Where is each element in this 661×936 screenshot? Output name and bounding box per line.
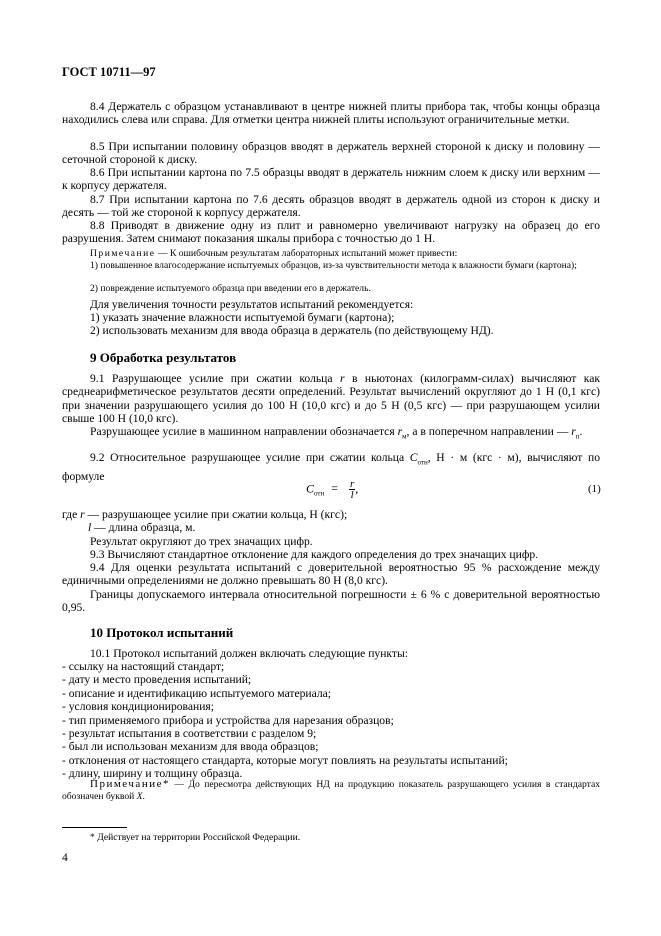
paragraph-9-1 xyxy=(62,372,600,425)
p9-1-text-b: в ньютонах (килограмм-силах) вычисляют как среднеарифметическое результатов десяти определений. Результат вычислений округляют до 1 Н (0,1 кгс) при значении разрушающего усилия до 100 Н (10,0 кгс) и до 5 Н (0,5 кгс) — при разрушающем усилии свыше 100 Н (10,0 кгс). xyxy=(62,372,600,425)
accuracy-item-1: 1) указать значение влажности испытуемой бумаги (картона); xyxy=(90,311,395,324)
note-2-label: Примечание* xyxy=(90,778,170,790)
footnote: * Действует на территории Российской Федерации. xyxy=(90,832,301,843)
dir-symbol-2: r xyxy=(571,425,576,438)
where-text-a: где xyxy=(62,508,81,521)
p9-2-symbol: C xyxy=(409,451,418,464)
p9-2-text-b: , Н · м (кгс · м), вычисляют по формуле xyxy=(62,451,600,483)
note-2-symbol: X xyxy=(136,790,143,802)
list-item: - результат испытания в соответствии с разделом 9; xyxy=(62,727,317,741)
list-item: - описание и идентификацию испытуемого материала; xyxy=(62,686,332,700)
paragraph-8-5: 8.5 При испытании половину образцов вводят в держатель верхней стороной к диску и половину — сеточной стороной к диску. xyxy=(62,140,600,167)
paragraph-8-6: 8.6 При испытании картона по 7.5 образцы вводят в держатель нижним слоем к диску или верхним — к корпусу держателя. xyxy=(62,166,600,193)
paragraph-9-1-direction xyxy=(62,425,600,444)
rounding-note: Результат округляют до трех значащих цифр. xyxy=(90,535,313,548)
where-line-2 xyxy=(62,521,600,534)
where-symbol-2: l xyxy=(88,521,92,534)
paragraph-8-7: 8.7 При испытании картона по 7.6 десять образцов вводят в держатель одной из сторон к диску и десять — той же стороной к корпусу держателя. xyxy=(62,193,600,220)
paragraph-9-4-bounds: Границы допускаемого интервала относительной погрешности ± 6 % с доверительной вероятностью 0,95. xyxy=(62,588,600,615)
note-1-label: Примечание xyxy=(90,248,156,259)
protocol-list xyxy=(62,660,602,781)
p9-1-symbol: r xyxy=(339,372,345,385)
formula-denominator: l xyxy=(350,489,354,501)
list-item: - длину, ширину и толщину образца. xyxy=(62,767,243,781)
accuracy-intro: Для увеличения точности результатов испытаний рекомендуется: xyxy=(90,298,414,311)
page-number: 4 xyxy=(62,851,68,864)
p9-2-text-a: 9.2 Относительное разрушающее усилие при сжатии кольца xyxy=(90,451,410,464)
list-item: - ссылку на настоящий стандарт; xyxy=(62,660,225,673)
dir-text-a: Разрушающее усилие в машинном направлении обозначается xyxy=(90,425,398,438)
p9-2-sub: отн xyxy=(417,458,428,467)
formula-lhs: C xyxy=(306,481,315,496)
formula-1 xyxy=(306,479,358,500)
accuracy-item-2: 2) использовать механизм для ввода образца в держатель (по действующему НД). xyxy=(90,324,494,337)
paragraph-8-8: 8.8 Приводят в движение одну из плит и равномерно увеличивают нагрузку на образец до его разрушения. Затем снимают показания шкалы прибора с точностью до 1 Н. xyxy=(62,219,600,246)
note-1-text: — К ошибочным результатам лабораторных испытаний может привести: xyxy=(155,248,458,259)
note-1-item-2: 2) повреждение испытуемого образца при введении его в держатель. xyxy=(90,283,371,294)
formula-numerator: r xyxy=(350,478,355,490)
section-9-title: 9 Обработка результатов xyxy=(90,350,237,365)
dir-sub-1: м xyxy=(402,432,407,441)
where-text-b: — разрушающее усилие при сжатии кольца, Н (кгс); xyxy=(84,508,348,521)
dir-symbol-1: r xyxy=(397,425,403,438)
list-item: - дату и место проведения испытаний; xyxy=(62,673,252,687)
paragraph-9-4: 9.4 Для оценки результата испытаний с доверительной вероятностью 95 % расхождение между единичными определениями не должно превышать 80 Н (8,0 кгс). xyxy=(62,561,600,588)
paragraph-9-3: 9.3 Вычисляют стандартное отклонение для каждого определения до трех значащих цифр. xyxy=(90,548,539,561)
note-2 xyxy=(62,779,600,802)
dir-text-b: , а в поперечном направлении — xyxy=(406,425,572,438)
where-line-1 xyxy=(62,508,600,521)
list-item: - отклонения от настоящего стандарта, которые могут повлиять на результаты испытаний; xyxy=(62,753,508,767)
formula-equals: = xyxy=(331,481,339,496)
formula-lhs-sub: отн xyxy=(314,489,325,498)
note-2-end: . xyxy=(142,790,145,802)
section-10-title: 10 Протокол испытаний xyxy=(90,625,234,640)
footnote-divider xyxy=(62,827,127,828)
note-1-item-1: 1) повышенное влагосодержание испытуемых образцов, из-за чувствительности метода к влажности бумаги (картона); xyxy=(90,260,577,271)
dir-sub-2: п xyxy=(575,432,580,441)
where-text-c: — длина образца, м. xyxy=(91,521,196,534)
list-item: - был ли использован механизм для ввода образцов; xyxy=(62,740,319,754)
paragraph-8-4: 8.4 Держатель с образцом устанавливают в центре нижней плиты прибора так, чтобы концы образца находились слева или справа. Для отметки центра нижней плиты используют ограничительные метки. xyxy=(62,100,600,127)
p9-1-text-a: 9.1 Разрушающее усилие при сжатии кольца xyxy=(90,372,340,385)
list-item: - тип применяемого прибора и устройства для нарезания образцов; xyxy=(62,713,394,727)
note-2-text: — До пересмотра действующих НД на продукцию показатель разрушающего усилия в стандартах обозначен буквой xyxy=(62,779,600,802)
document-header: ГОСТ 10711—97 xyxy=(62,65,156,79)
list-item: - условия кондиционирования; xyxy=(62,700,214,714)
dir-text-c: . xyxy=(579,425,583,438)
formula-comma: , xyxy=(355,481,359,496)
note-1 xyxy=(62,248,600,260)
paragraph-10-1: 10.1 Протокол испытаний должен включать следующие пункты: xyxy=(90,647,408,660)
formula-number: (1) xyxy=(588,483,601,495)
where-symbol-1: r xyxy=(80,508,85,521)
